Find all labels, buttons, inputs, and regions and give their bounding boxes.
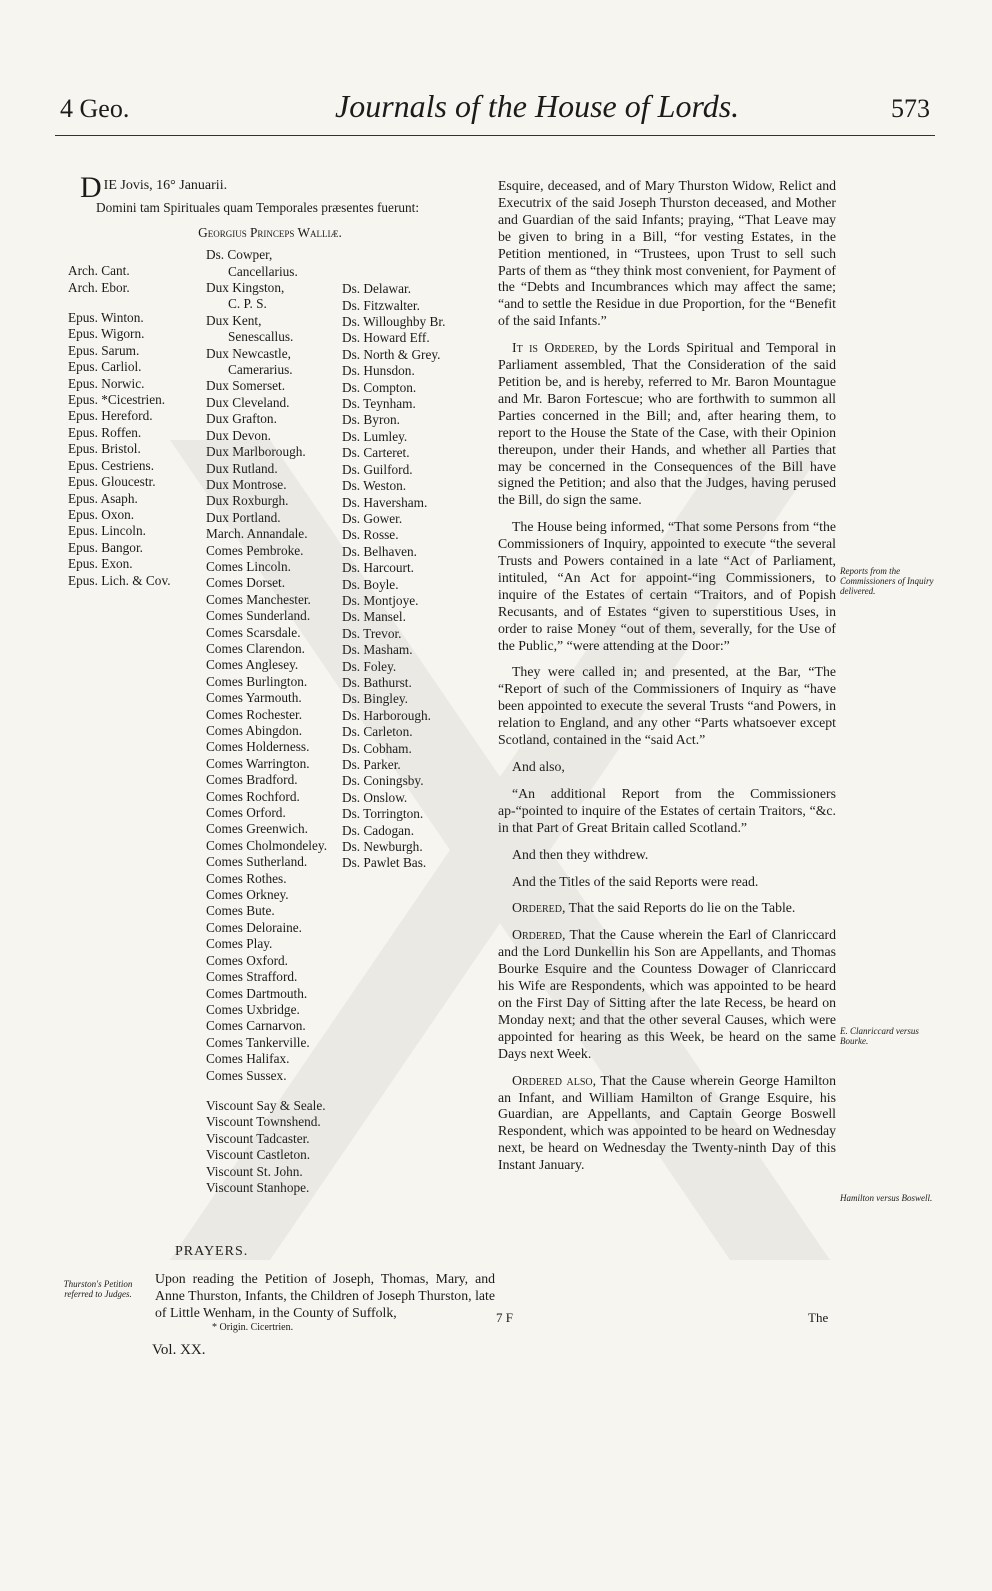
withdrew: And then they withdrew. <box>512 846 649 862</box>
lord-entry: Epus. Bangor. <box>68 539 143 555</box>
order-clanriccard: Ordered, That the Cause wherein the Earl of Clanriccard and the Lord Dunkellin his Son are Appellants, and Thomas Bourke Esquire and the Countess Dowager of Clanriccard his Wife are Respondents, which was appointed to be heard on the First Day of Sitting after the late Recess, be heard on Monday next; and that the other several Causes, which were appointed for hearing as this Week, be heard on the same Days next Week. <box>498 927 836 1061</box>
lord-entry: Viscount Say & Seale. <box>206 1097 326 1113</box>
attendance-intro: Domini tam Spirituales quam Temporales præsentes fuerunt: <box>96 200 420 216</box>
lord-entry: Epus. Cestriens. <box>68 457 155 473</box>
lord-entry: Senescallus. <box>228 329 294 345</box>
date-heading <box>80 171 480 204</box>
lord-entry <box>68 296 171 310</box>
and-also: And also, <box>512 759 565 774</box>
lord-entry: Ds. Bathurst. <box>342 674 412 690</box>
lord-entry: Comes Warrington. <box>206 755 310 771</box>
lord-entry: Ds. Parker. <box>342 757 401 772</box>
lord-entry: Ds. Masham. <box>342 642 413 658</box>
lord-entry: Viscount Townshend. <box>206 1114 321 1130</box>
lord-entry: Epus. Lincoln. <box>68 523 146 539</box>
lord-entry: Dux Marlborough. <box>206 444 306 460</box>
lord-entry: Comes Bute. <box>206 903 275 919</box>
volume-label: Vol. XX. <box>152 1342 206 1358</box>
lord-entry: Ds. Compton. <box>342 379 417 395</box>
lord-entry: Ds. Weston. <box>342 478 407 494</box>
lord-entry: Ds. Cobham. <box>342 740 412 756</box>
order-reports-lie: Ordered, That the said Reports do lie on the Table. <box>512 900 796 916</box>
header-reign: 4 Geo. <box>60 94 130 123</box>
lord-entry: Comes Halifax. <box>206 1051 290 1067</box>
lord-entry: Ds. Onslow. <box>342 789 408 805</box>
lord-entry: Ds. Willoughby Br. <box>342 314 446 330</box>
commissioners-informed: The House being informed, “That some Persons from “the Commissioners of Inquiry, appointed to execute “the several Trusts and Powers contained in a late “Act of Parliament, intituled, “An Act for appoint-“ing Commissioners, to inquire of the Estates of certain “Traitors, and of Popish Recusants, and of Estates “given to superstitious Uses, in order to raise Money “out of them, severally, for the Use of the Public,” “were attending at the Door:” <box>498 519 836 653</box>
lord-entry: Ds. Teynham. <box>342 396 416 412</box>
lord-entry <box>206 1084 327 1098</box>
additional-report: “An additional Report from the Commissioners ap-“pointed to inquire of the Estates of certain Traitors, “&c. in that Part of Great Britain called Scotland.” <box>498 785 836 835</box>
lord-entry: Comes Oxford. <box>206 952 288 968</box>
lord-entry: Ds. Harborough. <box>342 707 432 723</box>
lord-entry: Ds. Belhaven. <box>342 543 417 559</box>
prayers-heading: PRAYERS. <box>175 1244 249 1259</box>
lord-entry: Comes Dorset. <box>206 575 286 591</box>
lord-entry: Ds. Haversham. <box>342 494 428 510</box>
lord-entry: Comes Cholmondeley. <box>206 837 328 853</box>
lord-entry: Ds. Torrington. <box>342 806 424 822</box>
lord-entry: Ds. Newburgh. <box>342 839 423 855</box>
lord-entry: Ds. Boyle. <box>342 576 399 592</box>
lord-entry: Comes Rochford. <box>206 788 300 804</box>
lord-entry: Comes Deloraine. <box>206 919 303 935</box>
lord-entry: Ds. Carteret. <box>342 445 410 461</box>
lord-entry: Arch. Ebor. <box>68 279 130 295</box>
lord-entry: Ds. Fitzwalter. <box>342 297 420 313</box>
lord-entry: Epus. Roffen. <box>68 424 142 440</box>
lord-entry: Ds. Trevor. <box>342 625 402 641</box>
lord-entry: Epus. Hereford. <box>68 408 153 424</box>
margin-note-reports: Reports from the Commissioners of Inquiry delivered. <box>840 566 934 596</box>
lord-entry: Ds. Delawar. <box>342 281 412 297</box>
attendance-column <box>60 171 480 1195</box>
lord-entry: Epus. Norwic. <box>68 375 145 391</box>
barons-list <box>342 281 445 872</box>
lord-entry: Viscount St. John. <box>206 1163 303 1179</box>
lord-entry: Ds. Bingley. <box>342 691 408 707</box>
lord-entry: Ds. Byron. <box>342 412 400 428</box>
lord-entry: Comes Orkney. <box>206 887 289 903</box>
lord-entry: Ds. Guilford. <box>342 461 413 477</box>
lord-entry: Ds. Rosse. <box>342 527 399 543</box>
lord-entry: Epus. Winton. <box>68 310 144 326</box>
lord-entry: Ds. Lumley. <box>342 428 408 444</box>
lord-entry: Dux Grafton. <box>206 411 277 427</box>
lord-entry: Comes Anglesey. <box>206 657 299 673</box>
lord-entry: Ds. Hunsdon. <box>342 363 415 379</box>
lord-entry: Comes Sutherland. <box>206 854 308 870</box>
lord-entry: Epus. Oxon. <box>68 506 135 522</box>
lord-entry: Comes Greenwich. <box>206 821 308 837</box>
lord-entry: Dux Roxburgh. <box>206 493 289 509</box>
prince-of-wales: Georgius Princeps Walliæ. <box>198 224 342 240</box>
order-hamilton: Ordered also, That the Cause wherein George Hamilton an Infant, and William Hamilton of Grange Esquire, his Guardian, are Appellants, and Captain George Boswell Respondent, which was appointed to be heard on Wednesday next, be heard on Wednesday the Twenty-ninth Day of this Instant January. <box>498 1072 836 1173</box>
lord-entry: Comes Pembroke. <box>206 542 304 558</box>
date-text: IE Jovis, 16° Januarii. <box>103 178 228 193</box>
lord-entry: Comes Bradford. <box>206 772 298 788</box>
drop-cap: D <box>80 171 102 204</box>
petition-continuation: Esquire, deceased, and of Mary Thurston Widow, Relict and Executrix of the said Joseph Thurston deceased, and Mother and Guardian of the said Infants; praying, “That Leave may be given to bring in a Bill, “for vesting Estates, in the Petition mentioned, in “Trustees, upon Trust to sell such Parts of them as “they think most convenient, for Payment of the “Debts and Incumbrances which may affect the same; “and to settle the Residue in due Proportion, for the “Benefit of the said Infants.” <box>498 178 836 329</box>
lord-entry: Cancellarius. <box>228 263 298 279</box>
lord-entry: Comes Rothes. <box>206 870 287 886</box>
lord-entry: Comes Uxbridge. <box>206 1001 300 1017</box>
lord-entry: C. P. S. <box>228 296 267 312</box>
lord-entry: Comes Manchester. <box>206 591 311 607</box>
lord-entry: Epus. Carliol. <box>68 359 142 375</box>
margin-note-clanriccard: E. Clanriccard versus Bourke. <box>840 1026 919 1046</box>
lord-entry: Comes Holderness. <box>206 739 310 755</box>
footnote: * Origin. Cicertrien. <box>212 1322 294 1333</box>
lord-entry: Viscount Castleton. <box>206 1147 311 1163</box>
lord-entry: Epus. Wigorn. <box>68 326 145 342</box>
signature-mark: 7 F <box>496 1310 513 1325</box>
lord-entry: Epus. Asaph. <box>68 490 138 506</box>
lord-entry: Ds. Harcourt. <box>342 560 415 576</box>
lord-entry: Epus. Bristol. <box>68 441 141 457</box>
lord-entry: Ds. Cadogan. <box>342 822 415 838</box>
lord-entry: Viscount Tadcaster. <box>206 1130 310 1146</box>
order-referral: It is Ordered, by the Lords Spiritual and Temporal in Parliament assembled, That the Consideration of the said Petition be, and is hereby, referred to Mr. Baron Mountague and Mr. Baron Fortescue; who are forthwith to summon all Parties concerned in the Bill; and, after hearing them, to report to the House the State of the Case, with their Opinion thereupon, under their Hands, and whether all Parties that may be concerned in the Consequences of the Bill have signed the Petition; and also that the Judges, having perused the Bill, do sign the same. <box>498 340 837 508</box>
lord-entry: Comes Yarmouth. <box>206 690 302 706</box>
lord-entry: Comes Lincoln. <box>206 558 291 574</box>
lord-entry: Epus. Lich. & Cov. <box>68 572 171 588</box>
thurston-petition: Upon reading the Petition of Joseph, Thomas, Mary, and Anne Thurston, Infants, the Children of Joseph Thurston, late of Little Wenham, in the County of Suffolk, <box>155 1271 495 1320</box>
lord-entry: Dux Devon. <box>206 427 271 443</box>
lord-entry: Comes Dartmouth. <box>206 985 308 1001</box>
lord-entry: Comes Tankerville. <box>206 1034 310 1050</box>
header-title: Journals of the House of Lords. <box>335 88 740 124</box>
lord-entry: Ds. Coningsby. <box>342 773 424 789</box>
lord-entry: Dux Kingston, <box>206 280 285 296</box>
lord-entry: Dux Cleveland. <box>206 394 290 410</box>
dukes-earls-list <box>206 247 327 1196</box>
lord-entry: Ds. North & Grey. <box>342 346 441 362</box>
lord-entry: Epus. Sarum. <box>68 342 140 358</box>
lord-entry: Comes Play. <box>206 936 273 952</box>
lord-entry: Dux Portland. <box>206 509 281 525</box>
lord-entry: Ds. Montjoye. <box>342 592 419 608</box>
bishops-list <box>68 263 171 589</box>
lord-entry: Ds. Pawlet Bas. <box>342 855 427 871</box>
proceedings-column <box>498 178 836 1184</box>
lord-entry: Epus. *Cicestrien. <box>68 392 166 408</box>
lord-entry: Dux Somerset. <box>206 378 286 394</box>
lord-entry: Epus. Gloucestr. <box>68 474 156 490</box>
margin-note-thurston: Thurston's Petition referred to Judges. <box>63 1279 133 1299</box>
margin-note-hamilton: Hamilton versus Boswell. <box>840 1193 933 1203</box>
lord-entry: Dux Montrose. <box>206 476 287 492</box>
lord-entry: Ds. Howard Eff. <box>342 330 430 346</box>
lord-entry: Ds. Carleton. <box>342 724 413 740</box>
page-number: 573 <box>891 94 930 123</box>
lord-entry: Arch. Cant. <box>68 263 130 279</box>
lord-entry: Camerarius. <box>228 362 293 378</box>
header-rule <box>55 135 935 136</box>
reports-presented: They were called in; and presented, at the Bar, “The “Report of such of the Commissioners of Inquiry as “have been appointed to execute the several Trusts “and Powers, in relation to England, and any other “Parts whatsoever except Scotland, contained in the “said Act.” <box>498 664 836 748</box>
lord-entry: Viscount Stanhope. <box>206 1179 310 1195</box>
lord-entry: Comes Carnarvon. <box>206 1018 306 1034</box>
lord-entry: Dux Kent, <box>206 312 262 328</box>
lord-entry: Comes Burlington. <box>206 673 308 689</box>
lord-entry: Dux Rutland. <box>206 460 278 476</box>
titles-read: And the Titles of the said Reports were read. <box>512 873 759 889</box>
lord-entry: Comes Scarsdale. <box>206 624 301 640</box>
lord-entry: Epus. Exon. <box>68 556 133 572</box>
lord-entry: Comes Strafford. <box>206 969 298 985</box>
lord-entry: Ds. Gower. <box>342 510 403 526</box>
lord-entry: March. Annandale. <box>206 526 308 542</box>
lord-entry: Comes Sunderland. <box>206 608 311 624</box>
lord-entry: Comes Rochester. <box>206 706 303 722</box>
lord-entry: Ds. Foley. <box>342 658 397 674</box>
lord-entry: Ds. Mansel. <box>342 609 406 625</box>
lord-entry: Comes Sussex. <box>206 1067 287 1083</box>
lords-lists <box>60 247 480 1195</box>
lord-entry: Dux Newcastle, <box>206 345 291 361</box>
lord-entry: Comes Orford. <box>206 805 286 821</box>
catchword: The <box>808 1310 829 1325</box>
lord-entry: Comes Clarendon. <box>206 640 305 656</box>
lord-entry: Comes Abingdon. <box>206 723 303 738</box>
lord-entry: Ds. Cowper, <box>206 247 273 263</box>
running-header <box>60 88 930 132</box>
